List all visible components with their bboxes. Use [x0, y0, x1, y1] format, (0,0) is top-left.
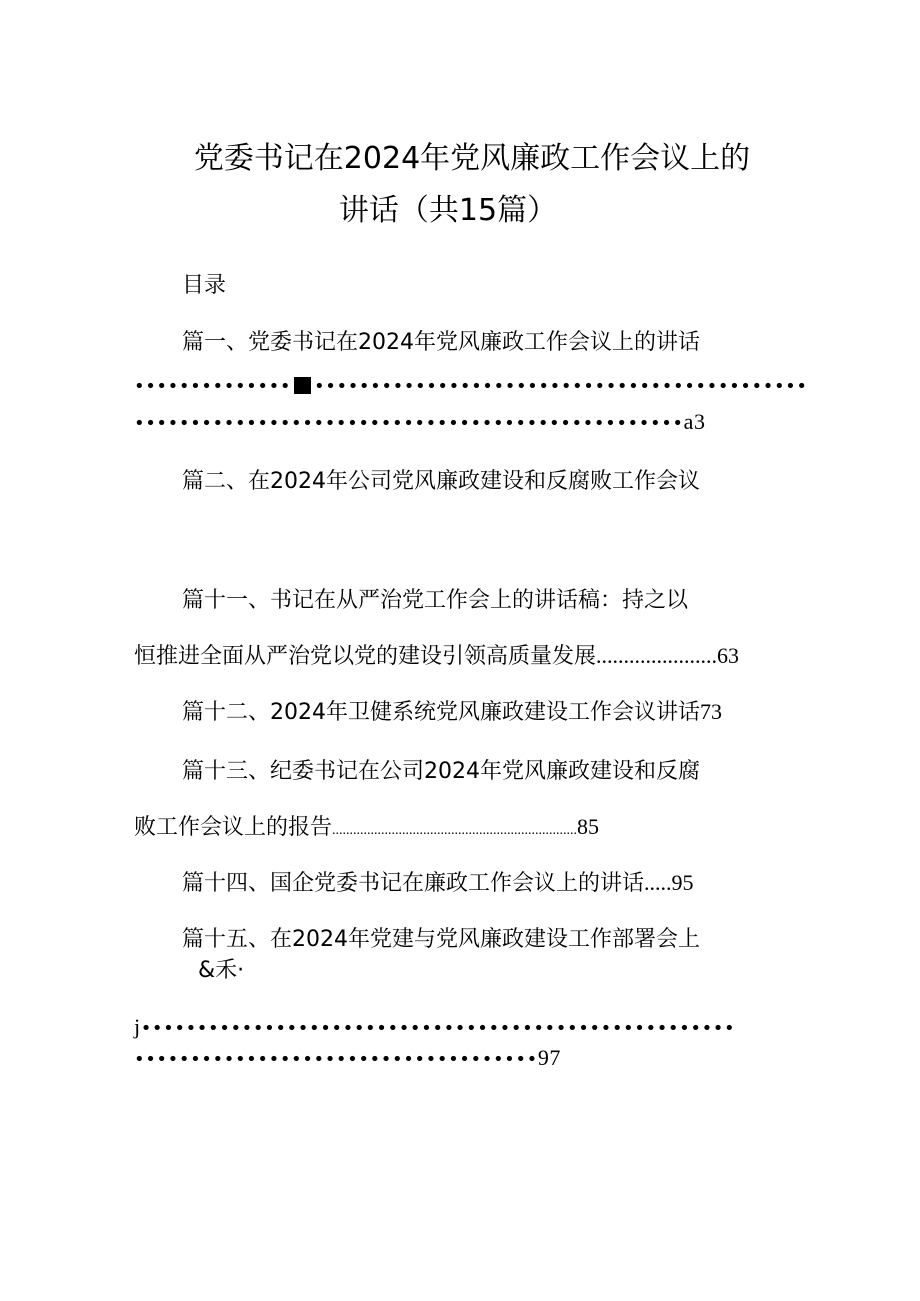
- leader-dots: ......................: [596, 643, 718, 668]
- toc-entry-2-title: 篇二、在2024年公司党风廉政建设和反腐败工作会议: [182, 469, 700, 494]
- toc-entry-1-page: a3: [683, 409, 706, 434]
- leader-dots: ••••••••••••••: [134, 376, 292, 397]
- document-title-line-2: 讲话（共15篇）: [338, 193, 558, 228]
- leader-dots: .....: [644, 870, 672, 895]
- toc-entry-1-leader-line-2: [134, 409, 706, 435]
- leader-dots: ••••••••••••••••••••••••••••••••••••: [134, 1049, 538, 1070]
- toc-entry-13-page: 85: [577, 814, 600, 839]
- toc-entry-14-title: 篇十四、国企党委书记在廉政工作会议上的讲话: [182, 871, 645, 896]
- toc-entry-11-line-2: 恒推进全面从严治党以党的建设引领高质量发展: [134, 644, 597, 669]
- toc-entry-12: [182, 695, 722, 726]
- toc-entry-15-title: 篇十五、在2024年党建与党风廉政建设工作部署会上: [182, 927, 700, 952]
- toc-entry-11-title: 篇十一、书记在从严治党工作会上的讲话稿：持之以: [182, 588, 689, 613]
- toc-entry-13-title-cont: [134, 810, 599, 841]
- toc-entry-15-prefix: j: [134, 1014, 141, 1039]
- toc-entry-11-title-cont: [134, 639, 739, 670]
- toc-entry-14-page: 95: [671, 870, 694, 895]
- leader-dots: ......................................................................: [332, 823, 578, 838]
- toc-entry-11-page: 63: [717, 643, 740, 668]
- toc-entry-13-line-2: 败工作会议上的报告: [134, 815, 333, 840]
- toc-heading: 目录: [182, 273, 227, 298]
- toc-entry-15-line-2: &禾·: [198, 958, 245, 983]
- toc-entry-15-leader-line-2: [134, 1045, 561, 1071]
- toc-entry-15-leader-line-1: [134, 1014, 735, 1040]
- square-mark-icon: [294, 377, 311, 394]
- toc-entry-1-leader-line-1: [134, 376, 808, 397]
- leader-dots: •••••••••••••••••••••••••••••••••••••••••••••••••••••: [140, 1018, 736, 1039]
- toc-entry-13-title: 篇十三、纪委书记在公司2024年党风廉政建设和反腐: [182, 759, 700, 784]
- document-title-line-1: 党委书记在2024年党风廉政工作会议上的: [193, 141, 751, 176]
- leader-dots: ••••••••••••••••••••••••••••••••••••••••••••: [314, 376, 808, 397]
- toc-entry-12-title: 篇十二、2024年卫健系统党风廉政建设工作会议讲话: [182, 700, 700, 725]
- toc-entry-15-page: 97: [537, 1045, 562, 1070]
- toc-entry-1-title: 篇一、党委书记在2024年党风廉政工作会议上的讲话: [182, 330, 700, 355]
- toc-entry-12-page: 73: [700, 699, 722, 724]
- toc-entry-14: [182, 866, 694, 897]
- leader-dots: •••••••••••••••••••••••••••••••••••••••••••••••••: [134, 413, 684, 434]
